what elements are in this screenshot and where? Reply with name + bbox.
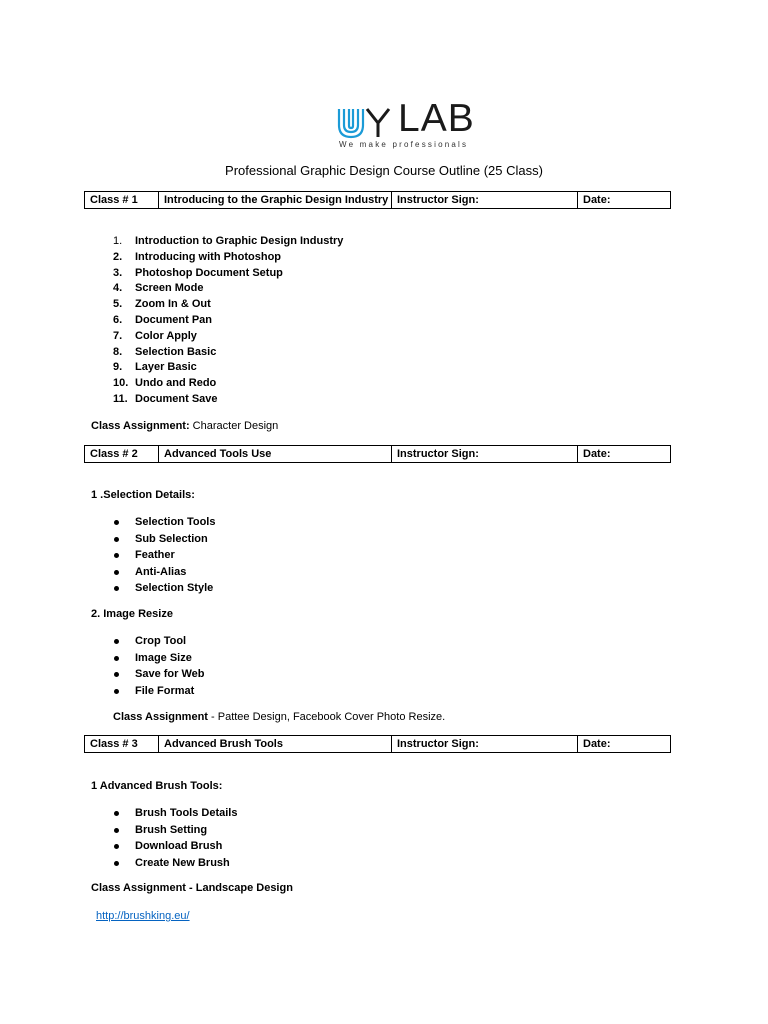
brushking-link[interactable]: http://brushking.eu/ — [96, 910, 190, 922]
date-cell: Date: — [578, 446, 671, 463]
brand-logo — [336, 99, 486, 151]
bullet-icon — [114, 553, 119, 558]
class-2-section-1-title: 1 .Selection Details: — [91, 489, 195, 501]
list-item: Download Brush — [84, 838, 237, 855]
bullet-icon — [114, 586, 119, 591]
class-2-section-2-list — [84, 633, 205, 699]
list-item: 9. Layer Basic — [113, 361, 197, 374]
list-item: Selection Style — [84, 580, 215, 597]
list-item: 4. Screen Mode — [113, 282, 204, 295]
bullet-icon — [114, 656, 119, 661]
instructor-sign: Instructor Sign: — [392, 192, 578, 209]
list-item: File Format — [84, 683, 205, 700]
list-item: 3. Photoshop Document Setup — [113, 266, 283, 279]
list-item: 6. Document Pan — [113, 313, 213, 326]
list-item: Feather — [84, 547, 215, 564]
class-3-assignment: Class Assignment - Landscape Design — [91, 882, 293, 894]
page-title: Professional Graphic Design Course Outline (25 Class) — [225, 163, 543, 178]
list-item: 2. Introducing with Photoshop — [113, 250, 282, 263]
list-item: 11. Document Save — [113, 392, 218, 405]
bullet-icon — [114, 520, 119, 525]
list-item: Anti-Alias — [84, 564, 215, 581]
date-cell: Date: — [578, 192, 671, 209]
class-2-header-table — [84, 445, 671, 463]
bullet-icon — [114, 861, 119, 866]
class-1-assignment — [91, 418, 278, 434]
bullet-icon — [114, 570, 119, 575]
class-number: Class # 2 — [85, 446, 159, 463]
assignment-label: Class Assignment — [113, 711, 208, 723]
class-3-section-1-title: 1 Advanced Brush Tools: — [91, 780, 223, 792]
class-1-header-table — [84, 191, 671, 209]
list-item: 7. Color Apply — [113, 329, 197, 342]
list-item: 1. Introduction to Graphic Design Industry — [113, 235, 344, 247]
uy-logo-mark-icon — [336, 101, 396, 141]
list-item: Brush Setting — [84, 822, 237, 839]
date-cell: Date: — [578, 736, 671, 753]
class-1-topic-list — [84, 234, 343, 408]
list-item: 10. Undo and Redo — [113, 377, 217, 390]
class-3-header-table — [84, 735, 671, 753]
class-2-section-1-list — [84, 514, 215, 597]
logo-tagline: We make professionals — [339, 140, 469, 149]
list-item: 5. Zoom In & Out — [113, 298, 211, 311]
list-item: Crop Tool — [84, 633, 205, 650]
list-item: Create New Brush — [84, 855, 237, 872]
assignment-value: - Pattee Design, Facebook Cover Photo Resize. — [207, 711, 446, 723]
instructor-sign: Instructor Sign: — [392, 736, 578, 753]
class-number: Class # 3 — [85, 736, 159, 753]
class-number: Class # 1 — [85, 192, 159, 209]
bullet-icon — [114, 828, 119, 833]
instructor-sign: Instructor Sign: — [392, 446, 578, 463]
bullet-icon — [114, 811, 119, 816]
list-item: 8. Selection Basic — [113, 345, 217, 358]
list-item: Selection Tools — [84, 514, 215, 531]
bullet-icon — [114, 672, 119, 677]
list-item: Save for Web — [84, 666, 205, 683]
class-topic: Advanced Tools Use — [159, 446, 392, 463]
class-topic: Advanced Brush Tools — [159, 736, 392, 753]
class-2-section-2-title: 2. Image Resize — [91, 608, 173, 620]
class-2-assignment — [113, 709, 445, 725]
list-item: Sub Selection — [84, 531, 215, 548]
class-topic: Introducing to the Graphic Design Industry — [159, 192, 392, 209]
bullet-icon — [114, 639, 119, 644]
assignment-value: Character Design — [189, 420, 279, 432]
class-3-section-1-list — [84, 805, 237, 871]
assignment-label: Class Assignment: — [91, 420, 190, 432]
bullet-icon — [114, 537, 119, 542]
logo-text: LAB — [398, 97, 475, 140]
bullet-icon — [114, 689, 119, 694]
list-item: Image Size — [84, 650, 205, 667]
bullet-icon — [114, 844, 119, 849]
list-item: Brush Tools Details — [84, 805, 237, 822]
